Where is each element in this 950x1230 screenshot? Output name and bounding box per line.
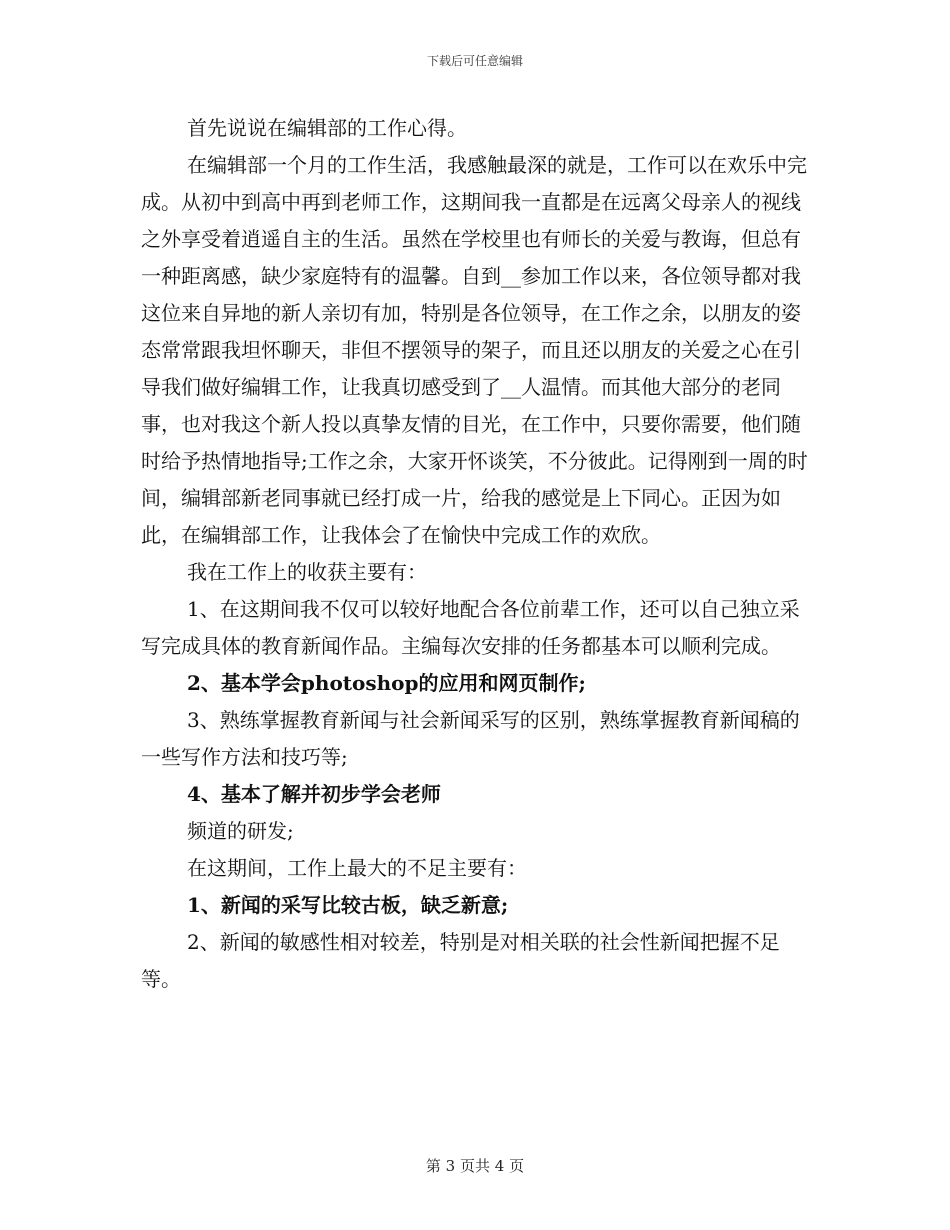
list-item-gain-4: 4、基本了解并初步学会老师 [187,782,441,806]
list-item-shortcoming-1: 1、新闻的采写比较古板，缺乏新意; [187,893,509,917]
list-item-gain-1: 1、在这期间我不仅可以较好地配合各位前辈工作，还可以自己独立采写完成具体的教育新闻作品。主编每次安排的任务都基本可以顺利完成。 [141,597,800,658]
document-body [141,110,811,998]
list-item-gain-3: 3、熟练掌握教育新闻与社会新闻采写的区别，熟练掌握教育新闻稿的一些写作方法和技巧等; [141,708,800,769]
list-item-gain-4-continued: 频道的研发; [187,819,294,843]
paragraph-gains-heading: 我在工作上的收获主要有： [187,560,427,584]
page-number: 第 3 页共 4 页 [425,1157,525,1175]
paragraph-intro: 首先说说在编辑部的工作心得。 [187,116,467,140]
paragraph-shortcomings-heading: 在这期间，工作上最大的不足主要有： [187,856,527,880]
paragraph-experience: 在编辑部一个月的工作生活，我感触最深的就是，工作可以在欢乐中完成。从初中到高中再到老师工作，这期间我一直都是在远离父母亲人的视线之外享受着逍遥自主的生活。虽然在学校里也有师长的关爱与教诲，但总有一种距离感，缺少家庭特有的温馨。自到__参加工作以来，各位领导都对我这位来自异地的新人亲切有加，特别是各位领导，在工作之余，以朋友的姿态常常跟我坦怀聊天，非但不摆领导的架子，而且还以朋友的关爱之心在引导我们做好编辑工作，让我真切感受到了__人温情。而其他大部分的老同事，也对我这个新人投以真挚友情的目光，在工作中，只要你需要，他们随时给予热情地指导;工作之余，大家开怀谈笑，不分彼此。记得刚到一周的时间，编辑部新老同事就已经打成一片，给我的感觉是上下同心。正因为如此，在编辑部工作，让我体会了在愉快中完成工作的欢欣。 [141,153,808,547]
list-item-gain-2: 2、基本学会photoshop的应用和网页制作; [187,671,586,695]
list-item-shortcoming-2: 2、新闻的敏感性相对较差，特别是对相关联的社会性新闻把握不足等。 [141,930,780,991]
page-header-note: 下载后可任意编辑 [426,54,523,68]
